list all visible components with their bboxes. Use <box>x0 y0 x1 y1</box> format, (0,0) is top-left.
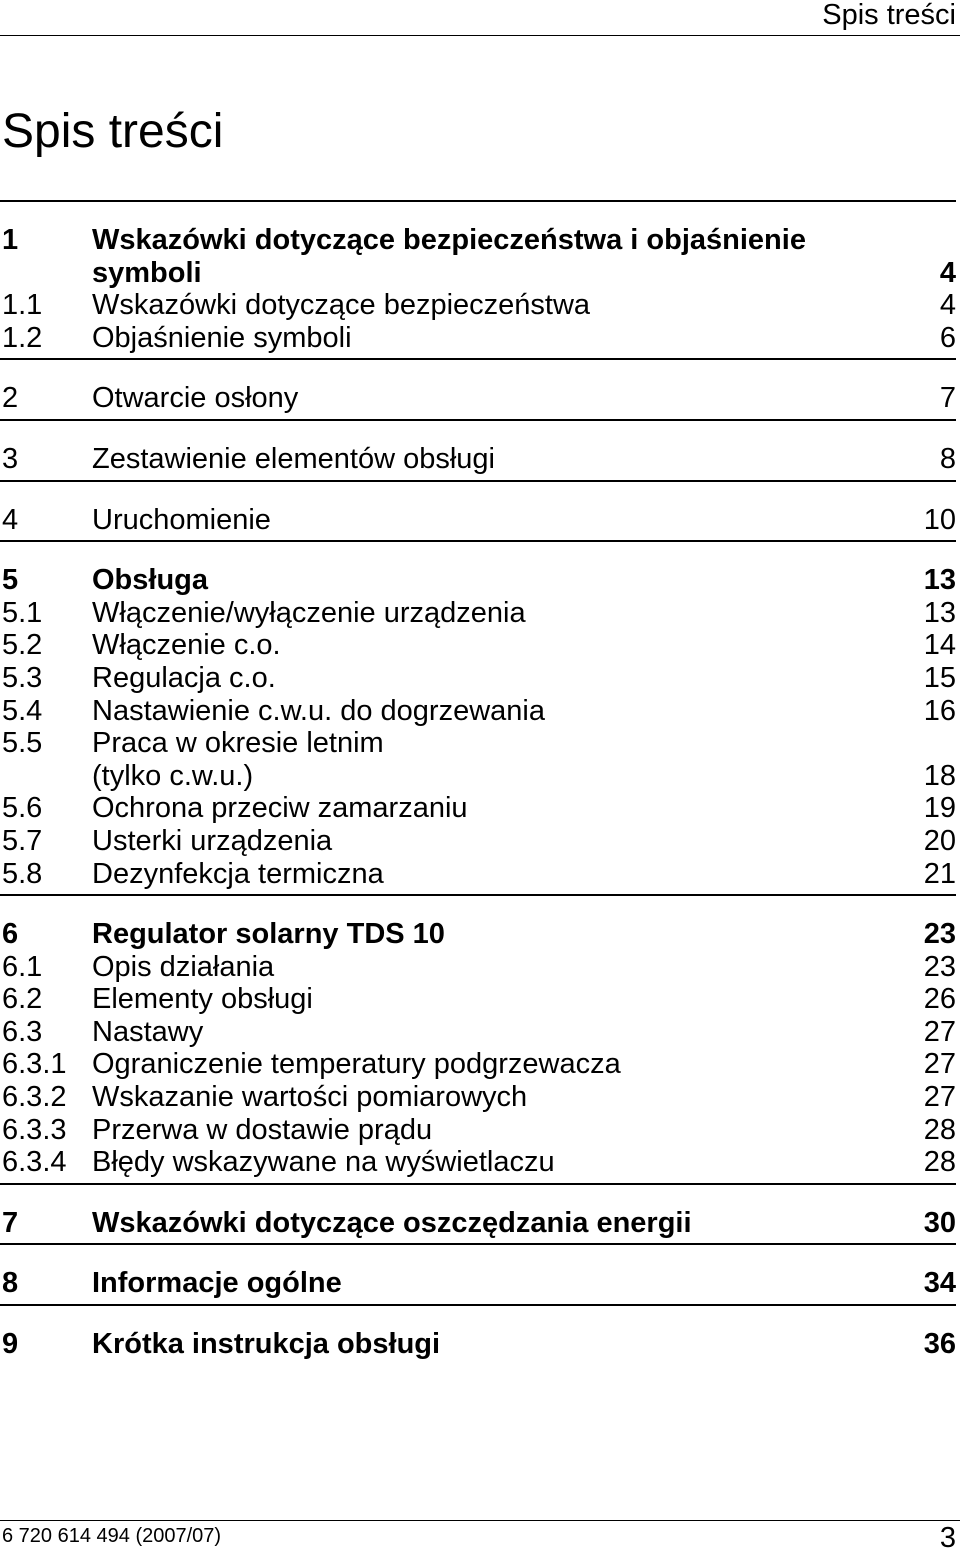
toc-section <box>0 540 956 894</box>
toc-entry-page: 34 <box>923 1267 956 1300</box>
toc-entry[interactable] <box>0 257 956 290</box>
toc-entry[interactable] <box>0 1114 956 1147</box>
toc-entry-number: 5.6 <box>2 792 43 825</box>
toc-entry[interactable] <box>0 951 956 984</box>
table-of-contents <box>0 200 956 1365</box>
toc-entry-title: Objaśnienie symboli <box>92 321 352 354</box>
toc-entry-number: 4 <box>2 503 19 536</box>
toc-section <box>0 358 956 419</box>
toc-entry-number: 5.3 <box>2 661 43 694</box>
toc-entry-page: 19 <box>923 792 956 825</box>
page-number: 3 <box>939 1522 956 1554</box>
toc-entry-title: Praca w okresie letnim <box>92 727 384 760</box>
toc-entry[interactable] <box>0 504 956 537</box>
toc-entry[interactable] <box>0 629 956 662</box>
toc-entry[interactable] <box>0 662 956 695</box>
toc-entry-page: 4 <box>939 289 956 322</box>
toc-entry-page: 28 <box>923 1146 956 1179</box>
toc-entry-title: Uruchomienie <box>92 503 271 536</box>
toc-entry-title: Otwarcie osłony <box>92 382 299 415</box>
toc-entry-page: 18 <box>923 759 956 792</box>
toc-entry[interactable] <box>0 760 956 793</box>
toc-entry-page: 30 <box>923 1206 956 1239</box>
toc-entry-title: Włączenie c.o. <box>92 629 281 662</box>
toc-section <box>0 200 956 358</box>
toc-section <box>0 1243 956 1304</box>
footer-rule <box>0 1520 960 1521</box>
toc-entry-page: 10 <box>923 503 956 536</box>
toc-entry[interactable] <box>0 1048 956 1081</box>
toc-section <box>0 419 956 480</box>
toc-entry-number: 5 <box>2 564 19 597</box>
toc-entry-number: 5.7 <box>2 824 43 857</box>
toc-entry-number: 9 <box>2 1328 19 1361</box>
toc-entry-number: 7 <box>2 1206 19 1239</box>
toc-entry-number: 6 <box>2 918 19 951</box>
toc-entry-title: Ograniczenie temperatury podgrzewacza <box>92 1048 621 1081</box>
toc-entry-title: Wskazówki dotyczące oszczędzania energii <box>92 1206 692 1239</box>
toc-entry-title: Nastawienie c.w.u. do dogrzewania <box>92 694 545 727</box>
toc-entry-number: 5.1 <box>2 596 43 629</box>
toc-entry-number: 5.2 <box>2 629 43 662</box>
toc-entry-number: 6.3.4 <box>2 1146 67 1179</box>
toc-entry-page: 13 <box>923 564 956 597</box>
toc-entry-page: 15 <box>923 661 956 694</box>
toc-entry-title: Elementy obsługi <box>92 983 313 1016</box>
toc-entry-page: 14 <box>923 629 956 662</box>
toc-entry-title: Opis działania <box>92 950 275 983</box>
running-header: Spis treści <box>822 0 956 31</box>
toc-entry-page: 36 <box>923 1328 956 1361</box>
toc-entry-title: Wskazówki dotyczące bezpieczeństwa i objaśnienie <box>92 224 806 256</box>
toc-entry-number: 6.1 <box>2 950 43 983</box>
toc-entry[interactable] <box>0 443 956 476</box>
toc-entry[interactable] <box>0 983 956 1016</box>
toc-entry[interactable] <box>0 322 956 355</box>
toc-entry-page: 8 <box>939 442 956 475</box>
toc-entry-number: 8 <box>2 1267 19 1300</box>
page-title: Spis treści <box>2 105 224 158</box>
toc-entry-title: Usterki urządzenia <box>92 824 333 857</box>
toc-entry-number: 1.1 <box>2 289 43 322</box>
toc-entry-title: Wskazanie wartości pomiarowych <box>92 1081 528 1114</box>
toc-entry-number: 5.5 <box>2 727 43 760</box>
toc-entry-title: (tylko c.w.u.) <box>92 759 254 792</box>
toc-section <box>0 1183 956 1244</box>
toc-entry[interactable] <box>0 382 956 415</box>
toc-entry[interactable] <box>0 1146 956 1179</box>
toc-entry-page: 7 <box>939 382 956 415</box>
toc-entry-number: 1 <box>2 224 19 256</box>
toc-entry-title: Włączenie/wyłączenie urządzenia <box>92 596 526 629</box>
toc-entry-page: 13 <box>923 596 956 629</box>
toc-entry-title: Przerwa w dostawie prądu <box>92 1113 433 1146</box>
toc-entry-number: 5.8 <box>2 857 43 890</box>
toc-entry-number: 6.3.3 <box>2 1113 67 1146</box>
toc-entry[interactable] <box>0 224 956 257</box>
toc-section <box>0 894 956 1183</box>
toc-entry-number: 3 <box>2 442 19 475</box>
toc-entry-title: Obsługa <box>92 564 209 597</box>
toc-entry-page: 27 <box>923 1048 956 1081</box>
toc-section <box>0 1304 956 1365</box>
toc-entry-number: 6.3 <box>2 1015 43 1048</box>
document-code: 6 720 614 494 (2007/07) <box>2 1525 222 1547</box>
header-rule <box>0 35 960 36</box>
toc-entry-page: 28 <box>923 1113 956 1146</box>
toc-entry-page: 6 <box>939 321 956 354</box>
toc-entry[interactable] <box>0 1267 956 1300</box>
toc-entry-number: 5.4 <box>2 694 43 727</box>
toc-entry-page: 21 <box>923 857 956 890</box>
toc-entry[interactable] <box>0 1207 956 1240</box>
toc-entry-number: 6.2 <box>2 983 43 1016</box>
toc-entry[interactable] <box>0 858 956 891</box>
toc-entry[interactable] <box>0 727 956 760</box>
toc-entry-title: Krótka instrukcja obsługi <box>92 1328 441 1361</box>
toc-entry[interactable] <box>0 825 956 858</box>
toc-entry[interactable] <box>0 792 956 825</box>
toc-entry[interactable] <box>0 289 956 322</box>
toc-entry-page: 16 <box>923 694 956 727</box>
toc-entry-title: Regulacja c.o. <box>92 661 276 694</box>
toc-entry-title: Dezynfekcja termiczna <box>92 857 384 890</box>
toc-entry[interactable] <box>0 1328 956 1361</box>
toc-entry-title: Błędy wskazywane na wyświetlaczu <box>92 1146 555 1179</box>
toc-entry-number: 6.3.2 <box>2 1081 67 1114</box>
toc-entry-page: 26 <box>923 983 956 1016</box>
toc-entry[interactable] <box>0 597 956 630</box>
toc-entry-page: 27 <box>923 1081 956 1114</box>
toc-entry-page: 23 <box>923 950 956 983</box>
toc-entry-title: Wskazówki dotyczące bezpieczeństwa <box>92 289 591 322</box>
toc-entry-page: 20 <box>923 824 956 857</box>
toc-entry-title: Regulator solarny TDS 10 <box>92 918 445 951</box>
toc-entry-title: Zestawienie elementów obsługi <box>92 442 495 475</box>
toc-entry-page: 4 <box>939 256 956 289</box>
toc-entry-title: Nastawy <box>92 1015 204 1048</box>
toc-entry-number: 6.3.1 <box>2 1048 67 1081</box>
toc-entry-title: Ochrona przeciw zamarzaniu <box>92 792 468 825</box>
toc-entry[interactable] <box>0 695 956 728</box>
toc-entry-page: 27 <box>923 1015 956 1048</box>
toc-entry[interactable] <box>0 1081 956 1114</box>
toc-entry-number: 2 <box>2 382 19 415</box>
toc-entry-page: 23 <box>923 918 956 951</box>
toc-entry[interactable] <box>0 1016 956 1049</box>
toc-entry[interactable] <box>0 918 956 951</box>
toc-entry-title: Informacje ogólne <box>92 1267 342 1300</box>
toc-entry[interactable] <box>0 564 956 597</box>
toc-entry-title: symboli <box>92 256 202 289</box>
toc-entry-number: 1.2 <box>2 321 43 354</box>
toc-section <box>0 480 956 541</box>
